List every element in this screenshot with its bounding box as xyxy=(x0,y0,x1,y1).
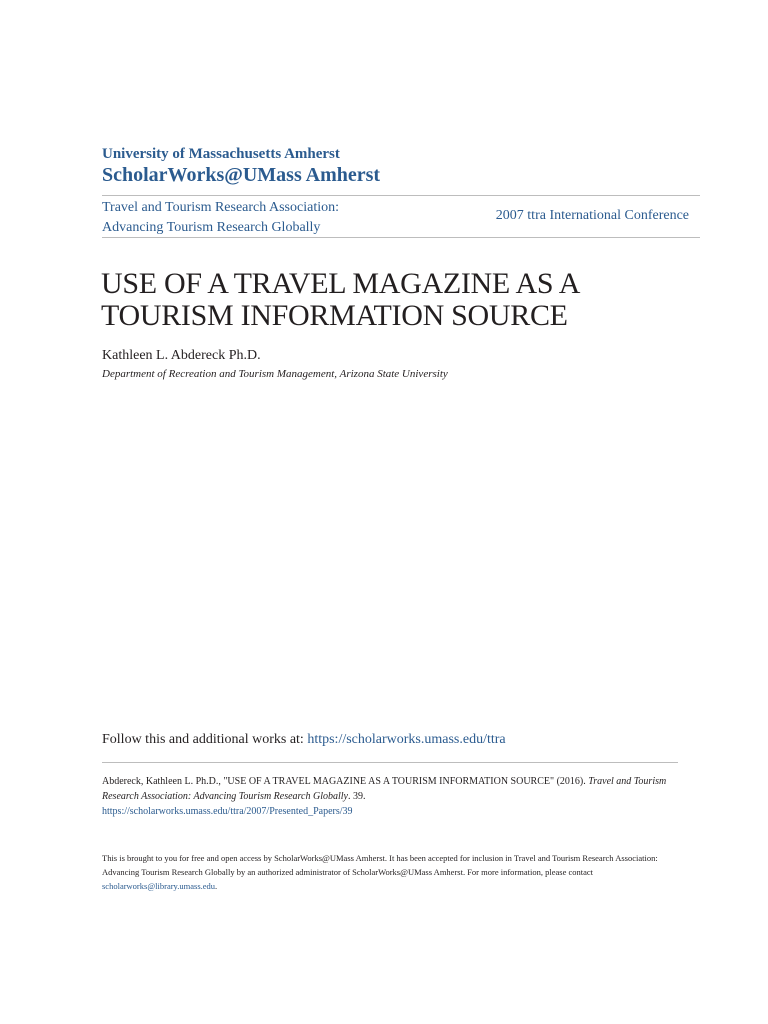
citation-link[interactable]: https://scholarworks.umass.edu/ttra/2007/Presented_Papers/39 xyxy=(102,806,353,817)
title-line-1: USE OF A TRAVEL MAGAZINE AS A xyxy=(101,267,581,300)
series-link[interactable] xyxy=(102,198,402,238)
contact-email-link[interactable]: scholarworks@library.umass.edu xyxy=(102,881,216,891)
top-divider xyxy=(102,195,700,196)
series-line-1: Travel and Tourism Research Association: xyxy=(102,200,339,215)
citation-journal: Travel and Tourism Research Association: Advancing Tourism Research Globally xyxy=(102,776,667,802)
repository-header xyxy=(102,145,702,187)
access-end: . xyxy=(215,881,218,891)
follow-link[interactable]: https://scholarworks.umass.edu/ttra xyxy=(307,732,506,747)
series-line-2: Advancing Tourism Research Globally xyxy=(102,220,321,235)
author-department: Department of Recreation and Tourism Management, Arizona State University xyxy=(102,368,448,380)
open-access-notice xyxy=(102,851,672,893)
series-divider xyxy=(102,237,700,238)
follow-label: Follow this and additional works at: xyxy=(102,732,308,747)
paper-title xyxy=(101,268,701,332)
access-text: This is brought to you for free and open access by ScholarWorks@UMass Amherst. It has been accepted for inclusion in Travel and Tourism Research Association: Advancing Tourism Research Globally by an authorized administrator of ScholarWorks@UMass Amherst. For more information, please contact xyxy=(102,853,658,877)
citation-divider xyxy=(102,762,678,763)
repository-name: ScholarWorks@UMass Amherst xyxy=(102,164,381,186)
citation-text: Abdereck, Kathleen L. Ph.D., "USE OF A TRAVEL MAGAZINE AS A TOURISM INFORMATION SOURCE" (2016). xyxy=(102,776,589,787)
university-name: University of Massachusetts Amherst xyxy=(102,146,340,162)
conference-link[interactable]: 2007 ttra International Conference xyxy=(495,208,689,223)
author-name: Kathleen L. Abdereck Ph.D. xyxy=(102,348,261,363)
citation-number: . 39. xyxy=(348,791,366,802)
title-line-2: TOURISM INFORMATION SOURCE xyxy=(101,299,568,332)
recommended-citation xyxy=(102,774,672,819)
follow-line xyxy=(102,731,506,749)
